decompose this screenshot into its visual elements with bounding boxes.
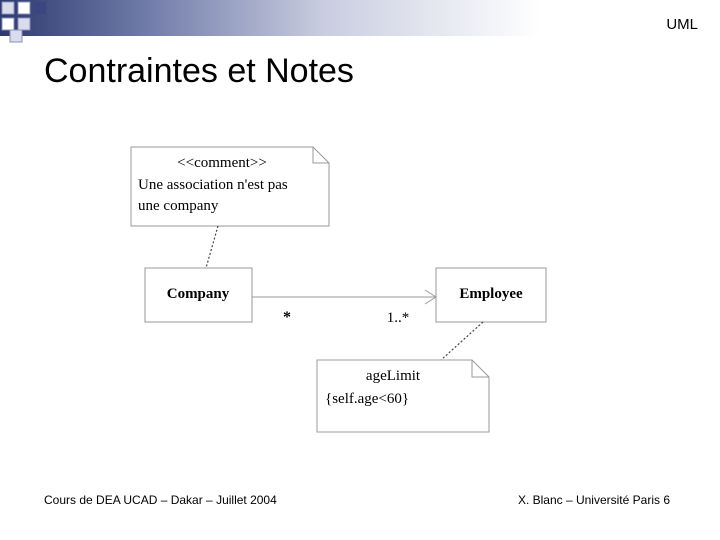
header-section-tag: UML — [666, 16, 698, 33]
class-employee — [436, 268, 546, 322]
multiplicity-employee: 1..* — [386, 310, 410, 326]
constraint-note — [317, 360, 489, 432]
class-company-name: Company — [166, 286, 230, 302]
comment-anchor-line — [206, 226, 218, 268]
comment-note-stereotype: <<comment>> — [177, 155, 267, 171]
constraint-note-expression: {self.age<60} — [325, 391, 410, 407]
comment-note-line1: Une association n'est pas — [138, 177, 288, 193]
constraint-anchor-line — [441, 322, 483, 360]
comment-note-line2: une company — [138, 198, 219, 214]
constraint-note-name: ageLimit — [365, 368, 421, 384]
footer-course: Cours de DEA UCAD – Dakar – Juillet 2004 — [44, 493, 277, 507]
slide-title: Contraintes et Notes — [44, 52, 354, 90]
footer-author: X. Blanc – Université Paris 6 — [517, 493, 670, 507]
class-company — [145, 268, 252, 322]
association-line — [252, 290, 436, 304]
class-employee-name: Employee — [459, 286, 523, 302]
comment-note — [131, 147, 329, 226]
multiplicity-company: * — [283, 309, 291, 326]
